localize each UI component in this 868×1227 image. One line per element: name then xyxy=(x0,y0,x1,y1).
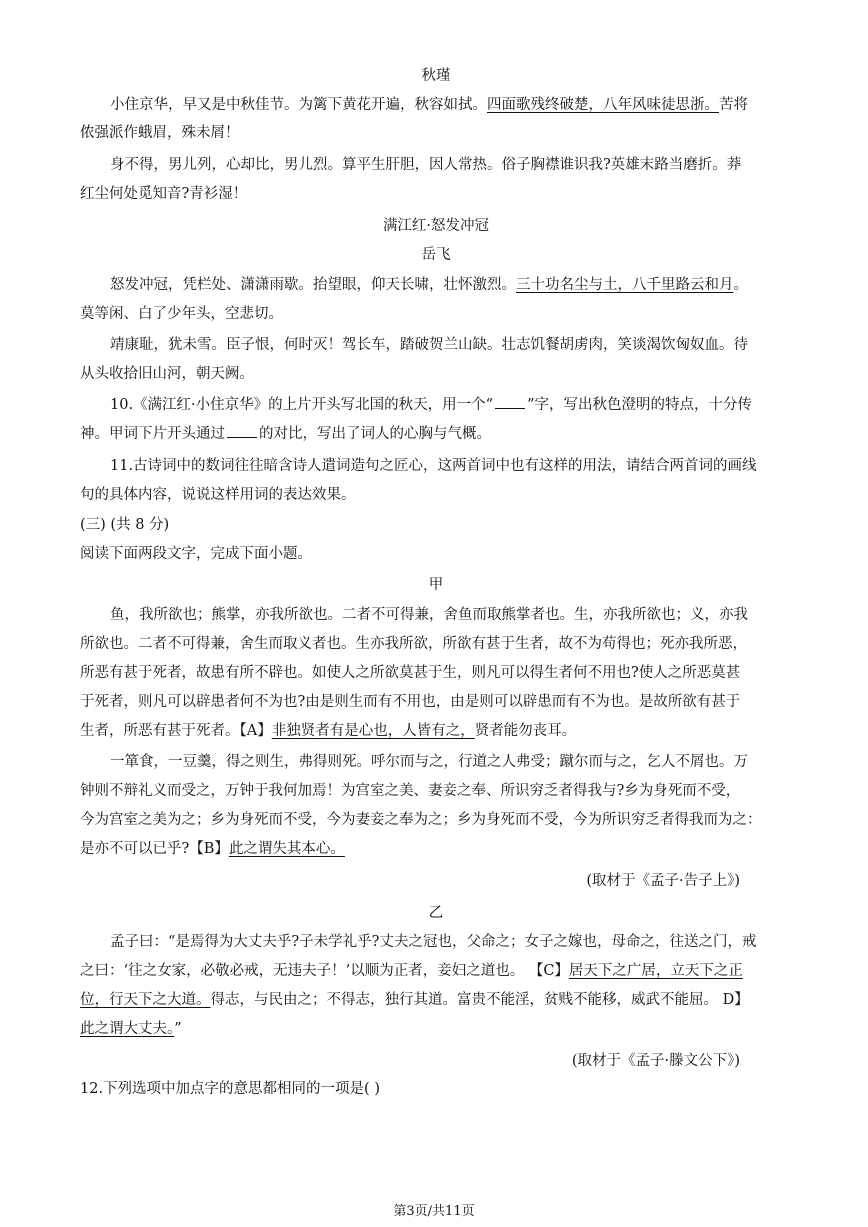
passage-line: 此之谓大丈夫。” xyxy=(80,1021,182,1037)
poem2-author: 岳飞 xyxy=(421,247,451,263)
underlined-sentence: 非独贤者有是心也，人皆有之， xyxy=(271,723,475,739)
passage-line: 是亦不可以已乎?【B】此之谓失其本心。 xyxy=(80,841,345,857)
passage-line: 生者，所恶有甚于死者。【A】非独贤者有是心也，人皆有之，贤者能勿丧耳。 xyxy=(80,723,577,739)
poem1-title: 秋瑾 xyxy=(421,68,451,84)
underlined-sentence: 四面歌残终破楚，八年风味徒思浙。 xyxy=(487,97,719,113)
poem2-line: 从头收拾旧山河，朝天阙。 xyxy=(80,366,254,382)
passage-line: 今为宫室之美为之；乡为身死而不受，今为妻妾之奉为之；乡为身死而不受，今为所识穷乏者得我而为之： xyxy=(80,812,762,828)
answer-blank[interactable] xyxy=(495,394,525,409)
poem1-line: 身不得，男儿列，心却比，男儿烈。算平生肝胆，因人常热。俗子胸襟谁识我?英雄末路当磨折。莽 xyxy=(110,157,742,173)
passage-line: 钟则不辩礼义而受之，万钟于我何加焉！为宫室之美、妻妾之奉、所识穷乏者得我与?乡为身死而不受， xyxy=(80,783,741,799)
section-instruction: 阅读下面两段文字，完成下面小题。 xyxy=(80,546,312,562)
passage-line: 所欲也。二者不可得兼，舍生而取义者也。生亦我所欲，所欲有甚于生者，故不为苟得也；死亦我所恶， xyxy=(80,636,747,652)
passage-line: 所恶有甚于死者，故患有所不辟也。如使人之所欲莫甚于生，则凡可以得生者何不用也?使人之所恶莫甚 xyxy=(80,665,741,681)
page-number: 第3页/共11页 xyxy=(393,1204,475,1219)
poem2-title: 满江红·怒发冲冠 xyxy=(382,218,490,234)
passage-line: 位，行天下之大道。得志，与民由之；不得志，独行其道。富贵不能淫，贫贱不能移，威武不能屈。 D】 xyxy=(80,992,749,1008)
poem2-line: 靖康耻，犹未雪。臣子恨，何时灭！驾长车，踏破贺兰山缺。壮志饥餐胡虏肉，笑谈渴饮匈奴血。待 xyxy=(110,337,748,353)
passage-jia-title: 甲 xyxy=(428,577,444,593)
passage-line: 一箪食，一豆羹，得之则生，弗得则死。呼尔而与之，行道之人弗受；蹴尔而与之，乞人不屑也。万 xyxy=(110,754,748,770)
underlined-sentence: 三十功名尘与土，八千里路云和月 xyxy=(516,277,734,293)
passage-line: 之曰：‘往之女家，必敬必戒，无违夫子！’以顺为正者，妾妇之道也。 【C】居天下之广居，立天下之正 xyxy=(80,963,743,979)
question-10-cont: 神。甲词下片开头通过 的对比，写出了词人的心胸与气概。 xyxy=(80,423,491,445)
section-heading: (三) (共 8 分) xyxy=(80,517,170,533)
underlined-sentence: 此之谓大丈夫。 xyxy=(80,1021,175,1037)
poem2-line: 莫等闲、白了少年头，空悲切。 xyxy=(80,306,283,322)
poem2-line: 怒发冲冠，凭栏处、潇潇雨歇。抬望眼，仰天长啸，壮怀激烈。三十功名尘与土，八千里路云和月。 xyxy=(110,277,748,293)
passage-yi-title: 乙 xyxy=(428,905,444,921)
underlined-sentence: 此之谓失其本心。 xyxy=(228,841,345,857)
poem1-line: 小住京华，早又是中秋佳节。为篱下黄花开遍，秋容如拭。四面歌残终破楚，八年风味徒思浙。苦将 xyxy=(110,97,748,113)
poem1-line: 红尘何处觅知音?青衫湿！ xyxy=(80,186,248,202)
passage-line: 孟子曰：“是焉得为大丈夫乎?子未学礼乎?丈夫之冠也，父命之；女子之嫁也，母命之，往送之门，戒 xyxy=(110,934,757,950)
underlined-sentence: 位，行天下之大道。 xyxy=(80,992,211,1008)
question-10: 10.《满江红·小住京华》的上片开头写北国的秋天，用一个“ ”字，写出秋色澄明的特点，十分传 xyxy=(110,394,752,416)
passage-line: 于死者，则凡可以辟患者何不为也?由是则生而有不用也，由是则可以辟患而有不为也。是故所欲有甚于 xyxy=(80,694,741,710)
passage-line: 鱼，我所欲也；熊掌，亦我所欲也。二者不可得兼，舍鱼而取熊掌者也。生，亦我所欲也；义，亦我 xyxy=(110,607,748,623)
question-11: 11.古诗词中的数词往往暗含诗人遣词造句之匠心，这两首词中也有这样的用法，请结合两首词的画线 xyxy=(110,458,757,474)
question-12: 12.下列选项中加点字的意思都相同的一项是( ) xyxy=(80,1081,380,1097)
underlined-sentence: 居天下之广居，立天下之正 xyxy=(568,963,743,979)
question-11-cont: 句的具体内容，说说这样用词的表达效果。 xyxy=(80,487,356,503)
answer-blank[interactable] xyxy=(227,423,257,438)
passage-source: (取材于《孟子·滕文公下》) xyxy=(571,1053,740,1069)
poem1-line: 侬强派作蛾眉，殊未屑！ xyxy=(80,125,240,141)
passage-source: (取材于《孟子·告子上》) xyxy=(586,873,740,889)
